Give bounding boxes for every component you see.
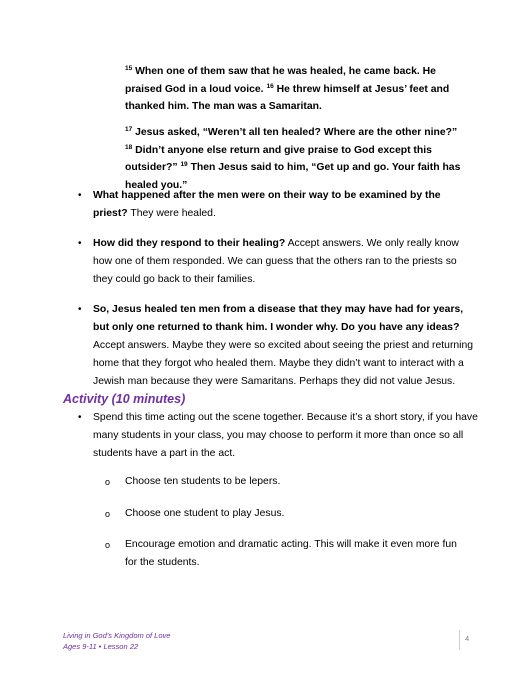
footer-title: Living in God’s Kingdom of Love <box>63 631 171 640</box>
footer-ages: Ages 9-11 <box>63 642 97 651</box>
activity-step-text: Choose one student to play Jesus. <box>125 508 285 519</box>
activity-intro-text: Spend this time acting out the scene together. Because it’s a short story, if you have many students in your class, you may choose to perform it more than once so all students have a part in the act. <box>93 412 478 459</box>
discussion-questions <box>78 187 478 391</box>
list-item <box>78 187 478 223</box>
bullet-icon: • <box>78 238 82 249</box>
activity-instructions <box>78 409 478 477</box>
sub-bullet-icon: o <box>105 540 111 550</box>
list-item <box>105 505 470 523</box>
page-number-divider <box>459 630 460 650</box>
question-text: So, Jesus healed ten men from a disease that they may have had for years, but only one returned to thank him. I wonder why. Do you have any ideas? <box>93 304 464 333</box>
bullet-icon: • <box>78 190 82 201</box>
verse-number: 15 <box>125 65 133 72</box>
list-item <box>78 235 478 289</box>
verse-number: 18 <box>125 143 133 151</box>
activity-step-text: Choose ten students to be lepers. <box>125 476 281 487</box>
verse-number: 19 <box>180 161 188 168</box>
scripture-quote-17-19 <box>125 124 465 194</box>
verse-text: Jesus asked, “Weren’t all ten healed? Where are the other nine?” <box>135 127 458 138</box>
verse-text: He threw himself at Jesus’ feet and thanked him. The man was a Samaritan. <box>125 83 450 112</box>
footer-separator: • <box>98 642 102 651</box>
footer-lesson: Lesson 22 <box>103 642 139 651</box>
page-footer <box>63 630 170 652</box>
list-item <box>105 536 470 572</box>
scripture-quote-15-16 <box>125 63 465 116</box>
verse-text: When one of them saw that he was healed, he came back. He praised God in a loud voice. <box>125 66 436 95</box>
verse-text: Then Jesus said to him, “Get up and go. Your faith has healed you.” <box>125 162 461 191</box>
section-heading-activity: Activity (10 minutes) <box>63 392 186 406</box>
activity-step-text: Encourage emotion and dramatic acting. This will make it even more fun for the students. <box>125 539 457 568</box>
bullet-icon: • <box>78 304 82 315</box>
question-text: What happened after the men were on their way to be examined by the priest? <box>93 190 441 219</box>
sub-bullet-icon: o <box>105 509 111 519</box>
sub-bullet-icon: o <box>105 477 111 487</box>
bullet-icon: • <box>78 412 82 423</box>
question-text: How did they respond to their healing? <box>93 238 286 249</box>
answer-text: They were healed. <box>130 208 216 219</box>
list-item <box>78 301 478 391</box>
verse-number: 17 <box>125 126 133 133</box>
verse-number: 16 <box>266 82 274 90</box>
answer-text: Accept answers. We only really know how one of them responded. We can guess that the others ran to the priests so they could go back to their families. <box>93 238 459 285</box>
list-item <box>78 409 478 463</box>
verse-text: Didn’t anyone else return and give praise to God except this outsider?” <box>125 144 432 173</box>
footer-details <box>63 641 170 652</box>
page-number: 4 <box>465 634 470 643</box>
answer-text: Accept answers. Maybe they were so excited about seeing the priest and returning home that they forgot who healed them. Maybe they didn’t want to interact with a Jewish man because they were Samaritans. Perhaps they did not value Jesus. <box>93 340 474 387</box>
list-item <box>105 473 470 491</box>
